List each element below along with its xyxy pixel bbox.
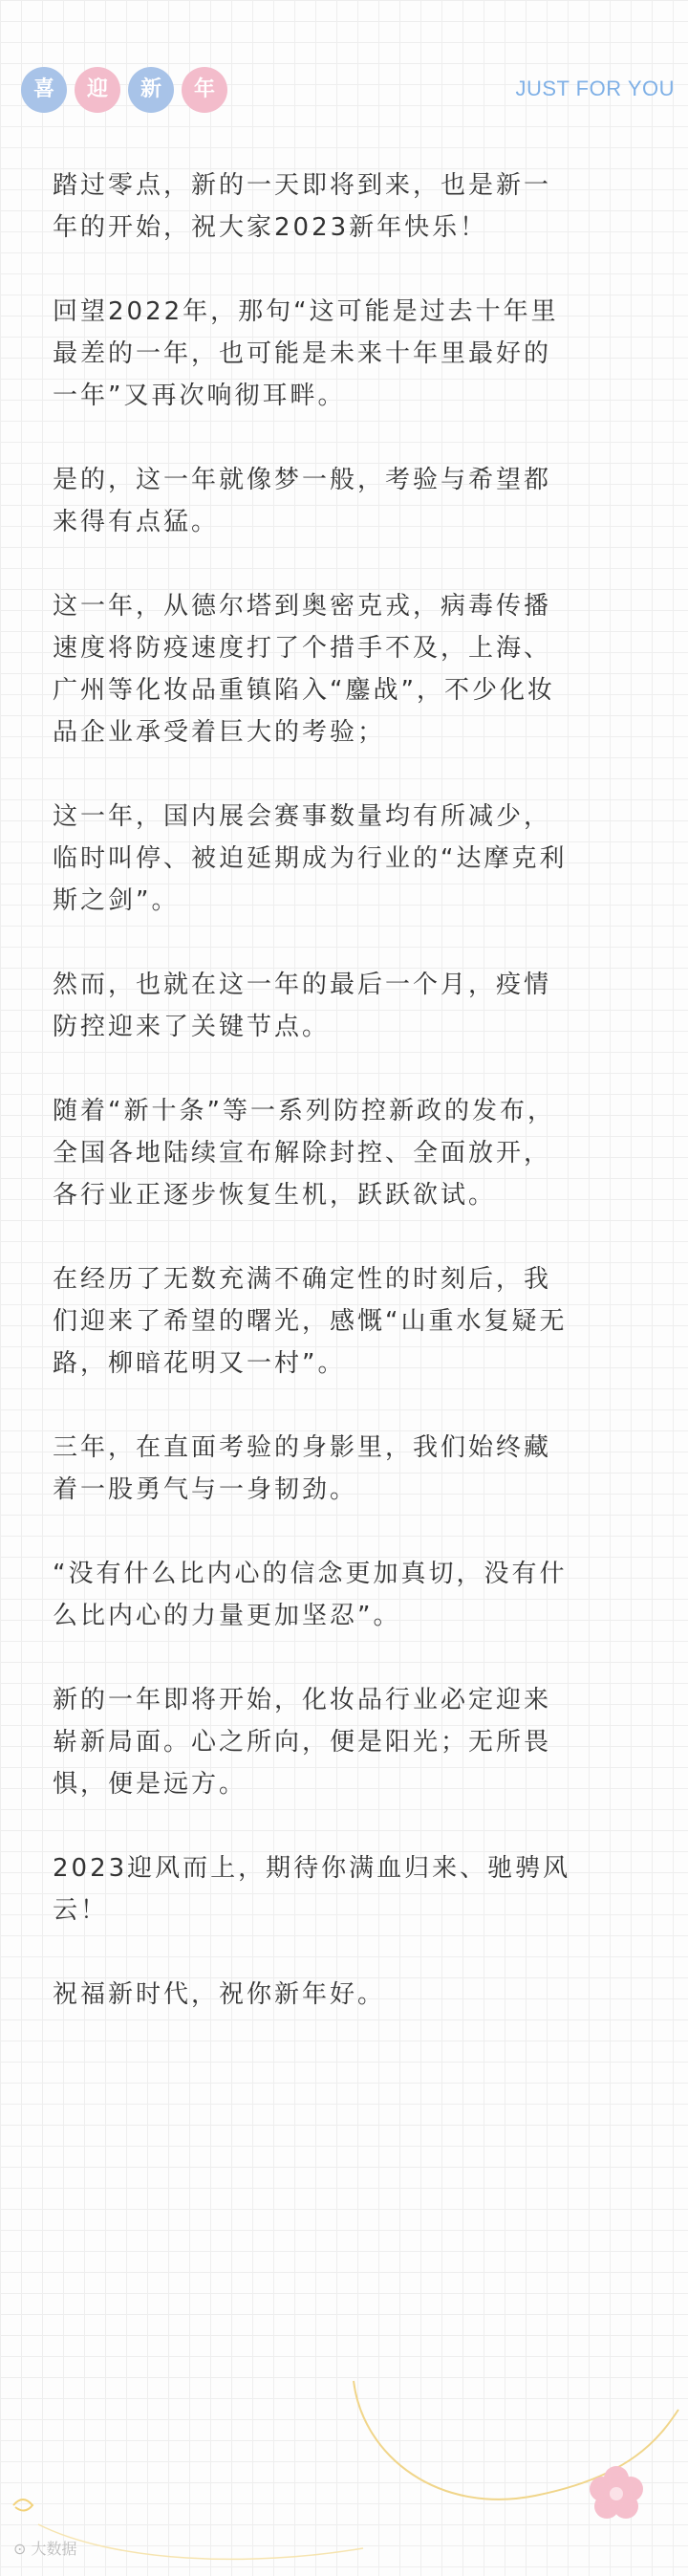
header — [0, 0, 688, 143]
paragraph: 新的一年即将开始，化妆品行业必定迎来 崭新局面。心之所向，便是阳光；无所畏 惧，便是远方。 — [53, 1686, 552, 1799]
watermark-text: 大数据 — [31, 2540, 77, 2558]
paragraph: 随着“新十条”等一系列防控新政的发布， 全国各地陆续宣布解除封控、全面放开， 各行业正逐步恢复生机，跃跃欲试。 — [53, 1097, 555, 1210]
paragraph: 踏过零点，新的一天即将到来，也是新一 年的开始，祝大家2023新年快乐！ — [53, 171, 552, 242]
watermark-icon: ⊙ — [13, 2540, 32, 2558]
tagline: JUST FOR YOU — [515, 76, 675, 100]
footer-decoration — [0, 2371, 688, 2576]
header-char-circle: 年 — [182, 67, 227, 113]
article-body — [53, 164, 650, 2058]
paragraph: 2023迎风而上，期待你满血归来、驰骋风 云！ — [53, 1854, 571, 1925]
curve-line — [354, 2381, 678, 2500]
header-char-circle: 喜 — [21, 67, 67, 113]
squiggle-icon — [13, 2500, 32, 2511]
watermark — [13, 2537, 77, 2559]
paragraph: 是的，这一年就像梦一般，考验与希望都 来得有点猛。 — [53, 466, 552, 536]
paragraph: 三年，在直面考验的身影里，我们始终藏 着一股勇气与一身韧劲。 — [53, 1433, 552, 1504]
paragraph: 这一年，从德尔塔到奥密克戎，病毒传播 速度将防疫速度打了个措手不及，上海、 广州等化妆品重镇陷入“鏖战”，不少化妆 品企业承受着巨大的考验； — [53, 592, 555, 747]
header-char-circle: 新 — [128, 67, 174, 113]
curve-line-2 — [38, 2524, 363, 2559]
paragraph: 在经历了无数充满不确定性的时刻后，我 们迎来了希望的曙光，感慨“山重水复疑无 路，柳暗花明又一村”。 — [53, 1265, 568, 1378]
paragraph: 祝福新时代，祝你新年好。 — [53, 1980, 386, 2009]
flower-icon — [590, 2466, 643, 2519]
paragraph: 回望2022年，那句“这可能是过去十年里 最差的一年，也可能是未来十年里最好的 一年”又再次响彻耳畔。 — [53, 297, 559, 410]
header-char-circle: 迎 — [75, 67, 120, 113]
paragraph: “没有什么比内心的信念更加真切，没有什 么比内心的力量更加坚忍”。 — [53, 1560, 568, 1630]
paragraph: 然而，也就在这一年的最后一个月，疫情 防控迎来了关键节点。 — [53, 971, 552, 1041]
paragraph: 这一年，国内展会赛事数量均有所减少， 临时叫停、被迫延期成为行业的“达摩克利 斯之剑”。 — [53, 802, 568, 915]
